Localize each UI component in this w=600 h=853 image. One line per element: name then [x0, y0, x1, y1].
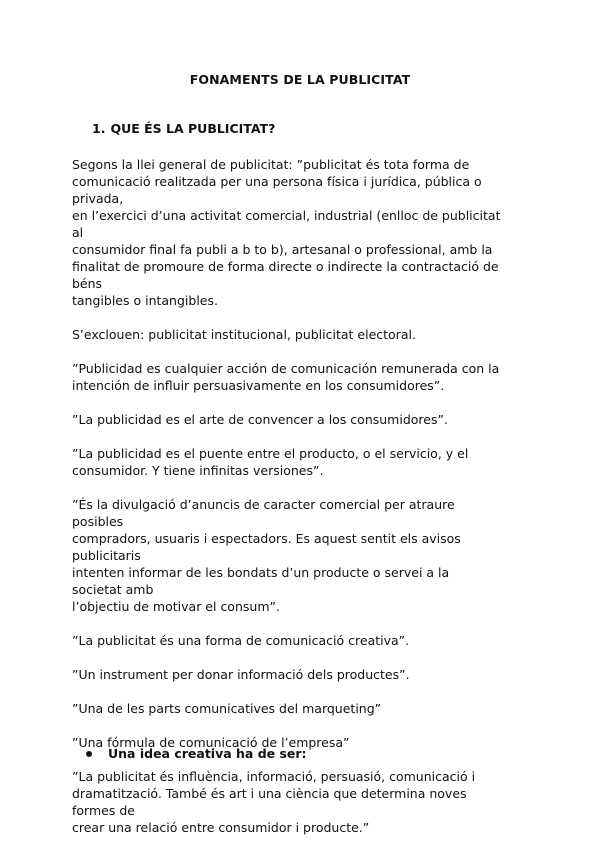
bullet-text: Una idea creativa ha de ser:	[108, 746, 307, 761]
paragraph: ”La publicitat és influència, informació, persuasió, comunicació i dramatització. També és art i una ciència que determina noves formes de crear una relació entre consumidor i producte.”	[72, 769, 476, 835]
bullet-icon	[86, 751, 92, 757]
bullet-item	[86, 746, 307, 761]
paragraph: ”Una fórmula de comunicació de l’empresa”	[72, 735, 350, 750]
paragraph: ”La publicitat és una forma de comunicació creativa”.	[72, 633, 410, 648]
section-heading	[92, 121, 275, 136]
paragraph: ”La publicidad es el arte de convencer a los consumidores”.	[72, 412, 448, 427]
section-number: 1.	[92, 121, 106, 136]
paragraph: ”És la divulgació d’anuncis de caracter comercial per atraure posibles compradors, usuaris i espectadors. Es aquest sentit els avisos publicitaris intenten informar de les bondats d’un producte o servei a la societat amb l’objectiu de motivar el consum”.	[72, 497, 461, 614]
paragraph: ”Publicidad es cualquier acción de comunicación remunerada con la intención de influir persuasivamente en los consumidores”.	[72, 361, 500, 393]
section-heading-text: QUE ÉS LA PUBLICITAT?	[110, 121, 276, 136]
paragraph: Segons la llei general de publicitat: ”publicitat és tota forma de comunicació realitzada per una persona física i jurídica, pública o privada, en l’exercici d’una activitat comercial, industrial (enlloc de publicitat al consumidor final fa publi a b to b), artesanal o professional, amb la finalitat de promoure de forma directe o indirecte la contractació de béns tangibles o intangibles.	[72, 157, 501, 308]
paragraph: S’exclouen: publicitat institucional, publicitat electoral.	[72, 327, 416, 342]
document-title: FONAMENTS DE LA PUBLICITAT	[189, 72, 411, 87]
paragraph: ”Un instrument per donar informació dels productes”.	[72, 667, 410, 682]
paragraph: ”Una de les parts comunicatives del marqueting”	[72, 701, 382, 716]
paragraph: ”La publicidad es el puente entre el producto, o el servicio, y el consumidor. Y tiene infinitas versiones”.	[72, 446, 469, 478]
